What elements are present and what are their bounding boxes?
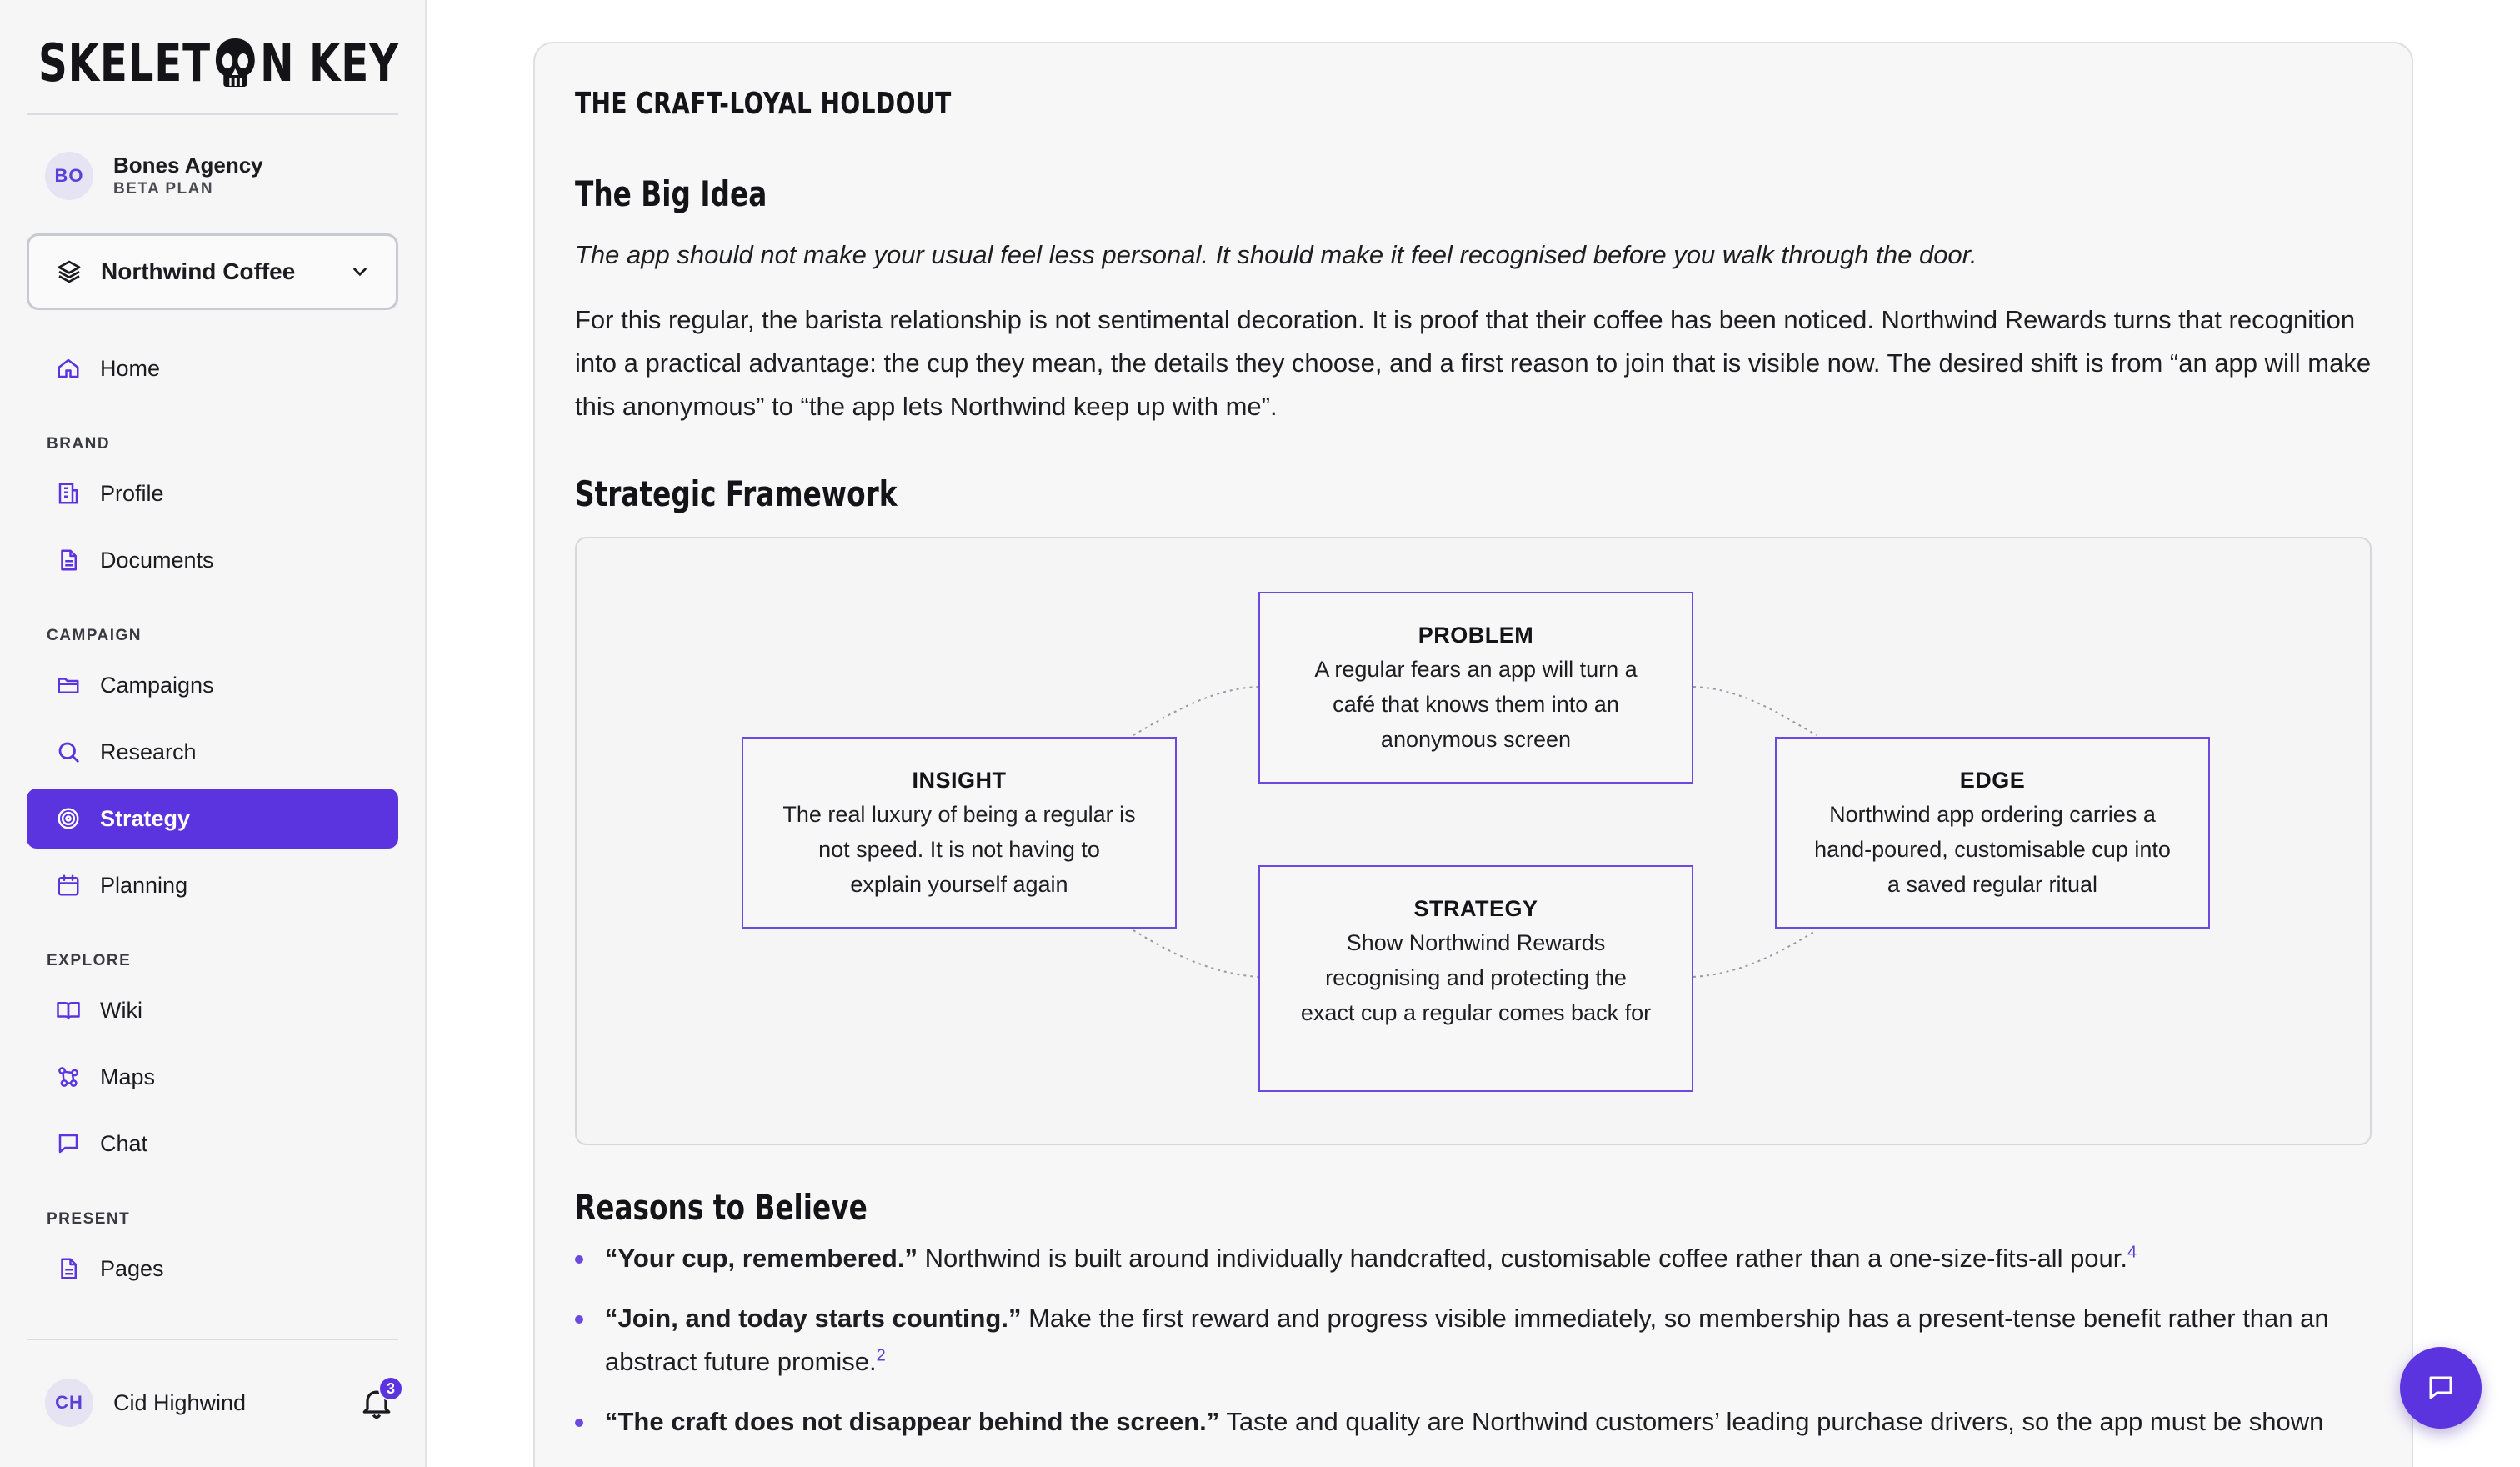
calendar-icon	[56, 873, 81, 898]
reason-lead: “Join, and today starts counting.”	[605, 1304, 1022, 1333]
nav-section-present: PRESENT	[47, 1210, 131, 1228]
list-item	[575, 1237, 2375, 1280]
account-switcher[interactable]	[45, 152, 263, 200]
reason-text: Taste and quality are Northwind customers’ leading purchase drivers, so the app must be shown	[1219, 1407, 2324, 1436]
sidebar-divider-bottom	[27, 1339, 398, 1340]
big-idea-body: For this regular, the barista relationship is not sentimental decoration. It is proof that their coffee has been noticed. Northwind Rewards turns that recognition into a practical advantage: the cup they mean, the details they choose, and a first reason to join that is visible now. The desired shift is from “an app will make this anonymous” to “the app lets Northwind keep up with me”.	[575, 305, 2372, 421]
sidebar-item-label: Profile	[100, 480, 164, 506]
sidebar-item-label: Home	[100, 355, 161, 381]
sidebar-item-label: Documents	[100, 547, 214, 573]
framework-edge-title: EDGE	[1959, 768, 2026, 793]
sidebar-item-profile[interactable]	[27, 463, 398, 523]
sidebar-item-chat[interactable]	[27, 1114, 398, 1174]
framework-insight-text: The real luxury of being a regular is not speed. It is not having to explain yourself again	[782, 802, 1136, 897]
reason-lead: “Your cup, remembered.”	[605, 1244, 918, 1273]
framework-strategy-text: Show Northwind Rewards recognising and protecting the exact cup a regular comes back for	[1300, 930, 1652, 1025]
search-icon	[56, 739, 81, 764]
connector-problem-edge	[1693, 687, 1817, 735]
home-icon	[56, 356, 81, 381]
reason-footnote-ref[interactable]: 4	[2128, 1243, 2138, 1262]
layers-icon	[56, 258, 82, 285]
reason-text: Make the first reward and progress visible immediately, so membership has a present-tense benefit rather than an abstract future promise.	[605, 1304, 2329, 1376]
folder-icon	[56, 673, 81, 698]
account-name: Bones Agency	[113, 153, 263, 178]
strategic-framework-heading: Strategic Framework	[575, 473, 898, 514]
sidebar-item-label: Campaigns	[100, 672, 214, 698]
sidebar-item-label: Research	[100, 739, 197, 764]
sidebar-item-research[interactable]	[27, 722, 398, 782]
notifications-button[interactable]	[358, 1379, 395, 1421]
big-idea-heading: The Big Idea	[575, 173, 768, 214]
reason-text: Northwind is built around individually handcrafted, customisable coffee rather than a one-size-fits-all pour.	[917, 1244, 2128, 1273]
sidebar-item-label: Strategy	[100, 805, 191, 831]
logo-text-end: N KEY	[260, 32, 399, 93]
connector-insight-strategy	[1133, 930, 1258, 977]
document-icon	[56, 548, 81, 573]
sidebar	[0, 0, 427, 1467]
reason-lead: “The craft does not disappear behind the screen.”	[605, 1407, 1220, 1436]
sidebar-item-planning[interactable]	[27, 855, 398, 915]
chevron-down-icon	[349, 261, 371, 283]
chat-fab-button[interactable]	[2400, 1347, 2482, 1429]
notification-count-badge: 3	[378, 1376, 403, 1401]
sidebar-item-home[interactable]	[27, 338, 398, 398]
sidebar-item-label: Chat	[100, 1130, 148, 1156]
sidebar-item-maps[interactable]	[27, 1047, 398, 1107]
user-name: Cid Highwind	[113, 1389, 247, 1415]
book-open-icon	[56, 998, 81, 1023]
big-idea-lead: The app should not make your usual feel less personal. It should make it feel recognised before you walk through the door.	[575, 240, 1978, 269]
framework-insight-title: INSIGHT	[912, 768, 1007, 793]
sidebar-item-wiki[interactable]	[27, 980, 398, 1040]
page-icon	[56, 1256, 81, 1281]
framework-problem-box	[1258, 592, 1693, 784]
workspace-select[interactable]	[27, 233, 398, 310]
nav-section-campaign: CAMPAIGN	[47, 627, 142, 644]
user-avatar: CH	[45, 1379, 93, 1427]
sidebar-item-documents[interactable]	[27, 530, 398, 590]
framework-strategy-box	[1258, 865, 1693, 1092]
framework-edge-text: Northwind app ordering carries a hand-poured, customisable cup into a saved regular ritual	[1814, 802, 2171, 897]
sidebar-item-campaigns[interactable]	[27, 655, 398, 715]
reasons-to-believe-heading: Reasons to Believe	[575, 1187, 868, 1228]
sidebar-item-label: Maps	[100, 1064, 156, 1089]
sidebar-item-strategy[interactable]	[27, 789, 398, 849]
brand-logo[interactable]	[38, 32, 399, 93]
building-icon	[56, 481, 81, 506]
account-avatar: BO	[45, 152, 93, 200]
strategic-framework-diagram	[575, 537, 2372, 1145]
logo-text-start: SKELET	[38, 32, 211, 93]
connector-insight-problem	[1133, 687, 1258, 735]
sidebar-item-label: Wiki	[100, 997, 142, 1023]
nav-section-explore: EXPLORE	[47, 952, 132, 969]
skull-icon	[212, 37, 258, 88]
framework-insight-box	[742, 737, 1177, 929]
framework-strategy-title: STRATEGY	[1413, 896, 1538, 921]
sidebar-item-label: Pages	[100, 1255, 164, 1281]
network-icon	[56, 1064, 81, 1089]
list-item	[575, 1297, 2375, 1384]
reasons-list	[575, 1237, 2375, 1460]
list-item	[575, 1400, 2375, 1444]
sidebar-item-label: Planning	[100, 872, 188, 898]
sidebar-divider-top	[27, 113, 398, 115]
framework-edge-box	[1775, 737, 2210, 929]
connector-strategy-edge	[1693, 930, 1817, 977]
account-plan: BETA PLAN	[113, 180, 214, 198]
workspace-label: Northwind Coffee	[101, 258, 296, 284]
user-menu[interactable]	[45, 1379, 395, 1427]
nav-section-brand: BRAND	[47, 435, 111, 453]
target-icon	[56, 806, 81, 831]
reason-footnote-ref[interactable]: 2	[876, 1346, 886, 1365]
framework-problem-title: PROBLEM	[1418, 623, 1534, 648]
framework-problem-text: A regular fears an app will turn a café that knows them into an anonymous screen	[1314, 657, 1638, 752]
sidebar-item-pages[interactable]	[27, 1239, 398, 1299]
chat-bubble-icon	[2426, 1373, 2456, 1403]
chat-bubble-icon	[56, 1131, 81, 1156]
audience-title: THE CRAFT-LOYAL HOLDOUT	[575, 87, 952, 121]
